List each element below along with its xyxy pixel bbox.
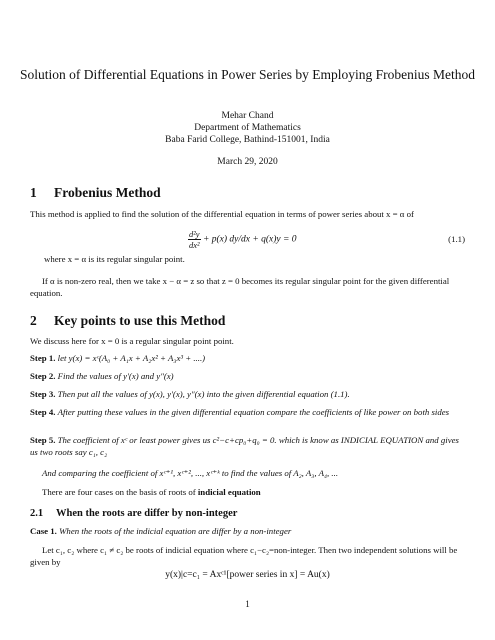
section-1-heading xyxy=(30,185,161,201)
section-1-title: Frobenius Method xyxy=(54,185,161,200)
d2y-dx2-fraction: $\frac{\text{d²y}}{\text{dx²}}$ xyxy=(189,229,200,250)
case-1 xyxy=(30,526,468,538)
subsection-2-1-number: 2.1 xyxy=(30,508,44,519)
step-3-text: Then put all the values of y(x), y′(x), y″(x) into the given differential equation (1.1). xyxy=(57,389,350,399)
step-2 xyxy=(30,371,468,383)
four-cases-bold: indicial equation xyxy=(197,487,261,497)
author-affiliation: Baba Farid College, Bathind-151001, India xyxy=(165,135,330,145)
step-2-text: Find the values of y′(x) and y″(x) xyxy=(57,371,174,381)
equation-1-1-rest: + p(x) dy/dx + q(x)y = 0 xyxy=(202,234,297,245)
step-5 xyxy=(30,435,468,458)
subsection-2-1-heading xyxy=(30,508,237,519)
section-1-number: 1 xyxy=(30,185,37,200)
section-1-where: where x = α is its regular singular point. xyxy=(44,254,185,264)
step-1 xyxy=(30,353,468,365)
step-1-text: let y(x) = xᶜ(A₀ + A₁x + A₂x² + A₃x³ + ....) xyxy=(57,353,206,363)
step-4-text: After putting these values in the given differential equation compare the coefficients of like power on both sides xyxy=(57,407,450,417)
four-cases-text: There are four cases on the basis of roots of xyxy=(42,487,198,497)
paper-date: March 29, 2020 xyxy=(217,157,278,167)
page-number: 1 xyxy=(245,599,250,609)
section-2-heading xyxy=(30,313,225,329)
case-1-text: When the roots of the indicial equation are differ by a non-integer xyxy=(59,526,292,536)
step-3-label: Step 3. xyxy=(30,389,56,399)
section-2-title: Key points to use this Method xyxy=(54,313,226,328)
case-1-label: Case 1. xyxy=(30,526,57,536)
section-1-paragraph-2: If α is non-zero real, then we take x − α = z so that z = 0 becomes its regular singular point for the given differential equation. xyxy=(30,276,450,298)
equation-1-1 xyxy=(188,229,297,250)
subsection-2-1-paragraph: Let c₁, c₂ where c₁ ≠ c₂ be roots of indicial equation where c₁−c₂=non-integer. Then two independent solutions will be given by xyxy=(30,545,458,567)
paper-title: Solution of Differential Equations in Power Series by Employing Frobenius Method xyxy=(20,67,475,82)
author-name: Mehar Chand xyxy=(221,111,274,121)
step-5-text: The coefficient of xᶜ or least power gives us c²−c+cp₀+q₀ = 0. which is know as INDICIAL EQUATION and gives us two roots say c₁, c₂ xyxy=(30,435,459,457)
step-3 xyxy=(30,389,468,401)
step-2-label: Step 2. xyxy=(30,371,56,381)
section-2-number: 2 xyxy=(30,313,37,328)
subsection-2-1-title: When the roots are differ by non-integer xyxy=(56,508,238,519)
step-5-label: Step 5. xyxy=(30,435,56,445)
step-4-label: Step 4. xyxy=(30,407,56,417)
section-2-four-cases xyxy=(30,487,468,499)
section-2-intro: We discuss here for x = 0 is a regular singular point point. xyxy=(30,336,234,346)
equation-1-1-number: (1.1) xyxy=(448,234,465,244)
step-1-label: Step 1. xyxy=(30,353,56,363)
author-department: Department of Mathematics xyxy=(194,123,301,133)
section-1-intro: This method is applied to find the solution of the differential equation in terms of power series about x = α of xyxy=(30,209,414,219)
equation-solution-u: y(x)|c=c₁ = Axᶜ¹[power series in x] = Au(x) xyxy=(165,570,330,580)
section-2-comparing: And comparing the coefficient of xᶜ⁺¹, xᶜ⁺², ..., xᶜ⁺ᵏ to find the values of A₂, A₃, A₄, ... xyxy=(42,468,339,478)
step-4 xyxy=(30,407,468,419)
